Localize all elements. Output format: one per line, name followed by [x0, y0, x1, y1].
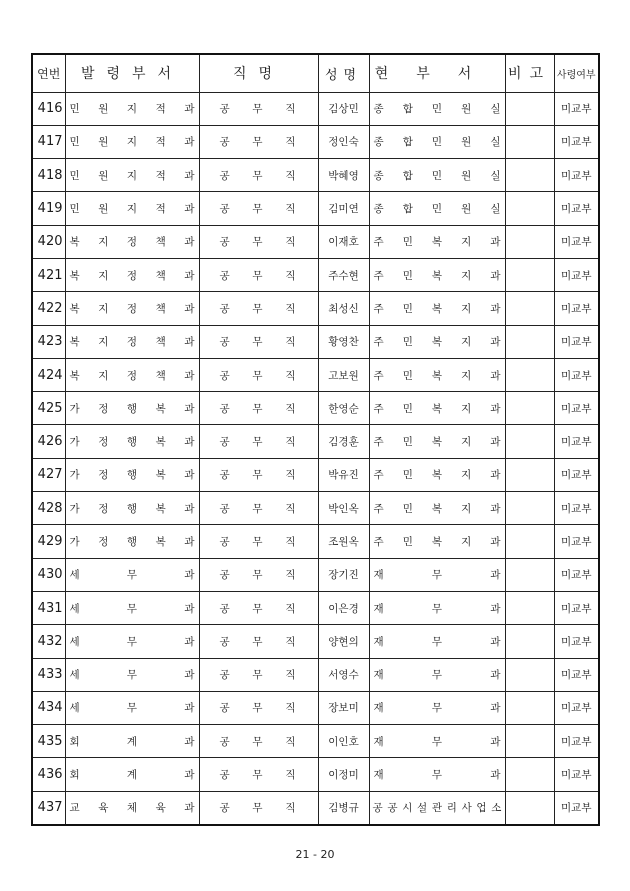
position-cell-text: 공 무 직 — [219, 769, 296, 782]
position-cell — [199, 458, 318, 491]
row-number: 418 — [32, 159, 65, 192]
issuing-dept-cell — [65, 225, 199, 258]
issuing-dept-cell — [65, 192, 199, 225]
current-dept-cell — [369, 658, 505, 691]
current-dept-cell — [369, 425, 505, 458]
position-cell-text: 공 무 직 — [219, 602, 296, 615]
position-cell-text: 공 무 직 — [219, 369, 296, 382]
header-name: 성명 — [318, 54, 369, 92]
issuing-dept-cell — [65, 258, 199, 291]
confirmation-status-cell: 미교부 — [554, 225, 599, 258]
confirmation-status-cell: 미교부 — [554, 691, 599, 724]
row-number: 421 — [32, 258, 65, 291]
position-cell-text: 공 무 직 — [219, 436, 296, 449]
current-dept-cell — [369, 525, 505, 558]
issuing-dept-cell — [65, 125, 199, 158]
row-number: 419 — [32, 192, 65, 225]
issuing-dept-cell-text: 가 정 행 복 과 — [69, 436, 195, 449]
position-cell — [199, 125, 318, 158]
current-dept-cell — [369, 492, 505, 525]
name-cell: 서영수 — [318, 658, 369, 691]
position-cell — [199, 492, 318, 525]
current-dept-cell-text: 종 합 민 원 실 — [373, 203, 501, 216]
current-dept-cell — [369, 92, 505, 125]
issuing-dept-cell — [65, 492, 199, 525]
issuing-dept-cell-text: 복 지 정 책 과 — [69, 302, 195, 315]
row-number: 430 — [32, 558, 65, 591]
issuing-dept-cell — [65, 358, 199, 391]
position-cell — [199, 525, 318, 558]
row-number: 423 — [32, 325, 65, 358]
current-dept-cell — [369, 192, 505, 225]
name-cell: 장보미 — [318, 691, 369, 724]
confirmation-status-cell: 미교부 — [554, 325, 599, 358]
row-number: 435 — [32, 725, 65, 758]
table-row — [32, 425, 599, 458]
issuing-dept-cell — [65, 725, 199, 758]
position-cell-text: 공 무 직 — [219, 269, 296, 282]
issuing-dept-cell-text: 민 원 지 적 과 — [69, 103, 195, 116]
current-dept-cell — [369, 791, 505, 824]
current-dept-cell-text: 재 무 과 — [373, 669, 501, 682]
issuing-dept-cell — [65, 591, 199, 624]
position-cell — [199, 425, 318, 458]
name-cell: 박혜영 — [318, 159, 369, 192]
remarks-cell — [505, 558, 554, 591]
remarks-cell — [505, 691, 554, 724]
header-issuing-dept: 발령부서 — [65, 54, 199, 92]
issuing-dept-cell — [65, 292, 199, 325]
current-dept-cell — [369, 691, 505, 724]
confirmation-status-cell: 미교부 — [554, 159, 599, 192]
position-cell — [199, 625, 318, 658]
issuing-dept-cell — [65, 791, 199, 824]
name-cell: 이재호 — [318, 225, 369, 258]
current-dept-cell — [369, 392, 505, 425]
issuing-dept-cell — [65, 425, 199, 458]
current-dept-cell-text: 주 민 복 지 과 — [373, 236, 501, 249]
appointment-table-container — [31, 53, 600, 826]
current-dept-cell — [369, 225, 505, 258]
table-row — [32, 125, 599, 158]
remarks-cell — [505, 125, 554, 158]
position-cell-text: 공 무 직 — [219, 103, 296, 116]
current-dept-cell — [369, 125, 505, 158]
current-dept-cell — [369, 758, 505, 791]
header-current-dept: 현부서 — [369, 54, 505, 92]
position-cell-text: 공 무 직 — [219, 336, 296, 349]
current-dept-cell-text: 주 민 복 지 과 — [373, 536, 501, 548]
issuing-dept-cell — [65, 458, 199, 491]
confirmation-status-cell: 미교부 — [554, 458, 599, 491]
position-cell-text: 공 무 직 — [219, 702, 296, 715]
confirmation-status-cell: 미교부 — [554, 125, 599, 158]
position-cell-text: 공 무 직 — [219, 236, 296, 249]
remarks-cell — [505, 92, 554, 125]
table-row — [32, 791, 599, 824]
current-dept-cell — [369, 725, 505, 758]
confirmation-status-cell: 미교부 — [554, 525, 599, 558]
confirmation-status-cell: 미교부 — [554, 725, 599, 758]
position-cell — [199, 758, 318, 791]
position-cell — [199, 292, 318, 325]
confirmation-status-cell: 미교부 — [554, 658, 599, 691]
table-row — [32, 392, 599, 425]
row-number: 424 — [32, 358, 65, 391]
appointment-table — [31, 53, 600, 826]
confirmation-status-cell: 미교부 — [554, 425, 599, 458]
current-dept-cell-text: 주 민 복 지 과 — [373, 336, 501, 349]
table-row — [32, 558, 599, 591]
issuing-dept-cell-text: 세 무 과 — [69, 602, 195, 615]
table-row — [32, 325, 599, 358]
issuing-dept-cell-text: 가 정 행 복 과 — [69, 402, 195, 415]
name-cell: 양현의 — [318, 625, 369, 658]
confirmation-status-cell: 미교부 — [554, 791, 599, 824]
table-row — [32, 725, 599, 758]
issuing-dept-cell-text: 세 무 과 — [69, 635, 195, 648]
position-cell-text: 공 무 직 — [219, 802, 296, 815]
issuing-dept-cell-text: 민 원 지 적 과 — [69, 169, 195, 182]
position-cell — [199, 325, 318, 358]
position-cell-text: 공 무 직 — [219, 136, 296, 149]
table-row — [32, 591, 599, 624]
position-cell — [199, 358, 318, 391]
name-cell: 주수현 — [318, 258, 369, 291]
header-confirmation: 사령여부 — [554, 54, 599, 92]
remarks-cell — [505, 192, 554, 225]
position-cell-text: 공 무 직 — [219, 302, 296, 315]
issuing-dept-cell-text: 복 지 정 책 과 — [69, 336, 195, 349]
issuing-dept-cell — [65, 558, 199, 591]
current-dept-cell-text: 재 무 과 — [373, 602, 501, 615]
position-cell — [199, 658, 318, 691]
table-row — [32, 758, 599, 791]
issuing-dept-cell-text: 회 계 과 — [69, 769, 195, 782]
name-cell: 조원옥 — [318, 525, 369, 558]
current-dept-cell-text: 주 민 복 지 과 — [373, 436, 501, 449]
row-number: 425 — [32, 392, 65, 425]
current-dept-cell-text: 주 민 복 지 과 — [373, 302, 501, 315]
remarks-cell — [505, 258, 554, 291]
position-cell — [199, 225, 318, 258]
current-dept-cell-text: 주 민 복 지 과 — [373, 402, 501, 415]
row-number: 433 — [32, 658, 65, 691]
remarks-cell — [505, 591, 554, 624]
name-cell: 이은경 — [318, 591, 369, 624]
table-row — [32, 358, 599, 391]
position-cell-text: 공 무 직 — [219, 669, 296, 682]
current-dept-cell — [369, 159, 505, 192]
name-cell: 이인호 — [318, 725, 369, 758]
current-dept-cell-text: 주 민 복 지 과 — [373, 502, 501, 515]
current-dept-cell-text: 재 무 과 — [373, 569, 501, 582]
table-row — [32, 625, 599, 658]
remarks-cell — [505, 159, 554, 192]
position-cell — [199, 392, 318, 425]
confirmation-status-cell: 미교부 — [554, 558, 599, 591]
remarks-cell — [505, 358, 554, 391]
table-row — [32, 658, 599, 691]
current-dept-cell — [369, 558, 505, 591]
row-number: 420 — [32, 225, 65, 258]
issuing-dept-cell-text: 세 무 과 — [69, 669, 195, 682]
confirmation-status-cell: 미교부 — [554, 358, 599, 391]
current-dept-cell-text: 재 무 과 — [373, 769, 501, 782]
table-row — [32, 525, 599, 558]
issuing-dept-cell-text: 회 계 과 — [69, 735, 195, 748]
issuing-dept-cell-text: 복 지 정 책 과 — [69, 236, 195, 249]
issuing-dept-cell-text: 가 정 행 복 과 — [69, 502, 195, 515]
name-cell: 한영순 — [318, 392, 369, 425]
current-dept-cell-text: 재 무 과 — [373, 735, 501, 748]
current-dept-cell — [369, 358, 505, 391]
confirmation-status-cell: 미교부 — [554, 192, 599, 225]
current-dept-cell — [369, 258, 505, 291]
name-cell: 이정미 — [318, 758, 369, 791]
confirmation-status-cell: 미교부 — [554, 758, 599, 791]
table-row — [32, 192, 599, 225]
issuing-dept-cell-text: 세 무 과 — [69, 569, 195, 582]
issuing-dept-cell — [65, 159, 199, 192]
position-cell-text: 공 무 직 — [219, 203, 296, 216]
issuing-dept-cell — [65, 392, 199, 425]
name-cell: 최성신 — [318, 292, 369, 325]
position-cell-text: 공 무 직 — [219, 169, 296, 182]
position-cell — [199, 258, 318, 291]
confirmation-status-cell: 미교부 — [554, 625, 599, 658]
current-dept-cell — [369, 292, 505, 325]
name-cell: 박인옥 — [318, 492, 369, 525]
name-cell: 정인숙 — [318, 125, 369, 158]
table-row — [32, 159, 599, 192]
current-dept-cell-text: 종 합 민 원 실 — [373, 136, 501, 149]
issuing-dept-cell-text: 세 무 과 — [69, 702, 195, 715]
current-dept-cell-text: 종 합 민 원 실 — [373, 103, 501, 116]
name-cell: 김병규 — [318, 791, 369, 824]
header-position: 직명 — [199, 54, 318, 92]
current-dept-cell-text: 주 민 복 지 과 — [373, 269, 501, 282]
issuing-dept-cell — [65, 625, 199, 658]
remarks-cell — [505, 758, 554, 791]
position-cell — [199, 791, 318, 824]
position-cell-text: 공 무 직 — [219, 502, 296, 515]
confirmation-status-cell: 미교부 — [554, 392, 599, 425]
header-row — [32, 54, 599, 92]
position-cell — [199, 725, 318, 758]
issuing-dept-cell — [65, 325, 199, 358]
position-cell-text: 공 무 직 — [219, 635, 296, 648]
current-dept-cell-text: 주 민 복 지 과 — [373, 469, 501, 482]
table-row — [32, 292, 599, 325]
remarks-cell — [505, 458, 554, 491]
confirmation-status-cell: 미교부 — [554, 258, 599, 291]
remarks-cell — [505, 292, 554, 325]
confirmation-status-cell: 미교부 — [554, 591, 599, 624]
name-cell: 장기진 — [318, 558, 369, 591]
name-cell: 김미연 — [318, 192, 369, 225]
current-dept-cell-text: 재 무 과 — [373, 702, 501, 715]
issuing-dept-cell — [65, 92, 199, 125]
table-row — [32, 492, 599, 525]
issuing-dept-cell — [65, 758, 199, 791]
current-dept-cell-text: 재 무 과 — [373, 635, 501, 648]
issuing-dept-cell — [65, 525, 199, 558]
position-cell — [199, 192, 318, 225]
remarks-cell — [505, 525, 554, 558]
issuing-dept-cell — [65, 691, 199, 724]
remarks-cell — [505, 492, 554, 525]
row-number: 437 — [32, 791, 65, 824]
name-cell: 박유진 — [318, 458, 369, 491]
name-cell: 김상민 — [318, 92, 369, 125]
table-row — [32, 225, 599, 258]
current-dept-cell-text: 주 민 복 지 과 — [373, 369, 501, 382]
current-dept-cell — [369, 325, 505, 358]
remarks-cell — [505, 791, 554, 824]
row-number: 431 — [32, 591, 65, 624]
remarks-cell — [505, 425, 554, 458]
position-cell — [199, 558, 318, 591]
row-number: 436 — [32, 758, 65, 791]
table-body — [32, 92, 599, 825]
issuing-dept-cell-text: 가 정 행 복 과 — [69, 536, 195, 548]
issuing-dept-cell-text: 민 원 지 적 과 — [69, 136, 195, 149]
header-no: 연번 — [32, 54, 65, 92]
current-dept-cell — [369, 458, 505, 491]
issuing-dept-cell-text: 복 지 정 책 과 — [69, 369, 195, 382]
row-number: 427 — [32, 458, 65, 491]
row-number: 428 — [32, 492, 65, 525]
page-number: 21 - 20 — [295, 848, 335, 861]
position-cell — [199, 92, 318, 125]
table-row — [32, 691, 599, 724]
current-dept-cell-text: 종 합 민 원 실 — [373, 169, 501, 182]
remarks-cell — [505, 625, 554, 658]
table-row — [32, 258, 599, 291]
row-number: 422 — [32, 292, 65, 325]
confirmation-status-cell: 미교부 — [554, 292, 599, 325]
name-cell: 황영찬 — [318, 325, 369, 358]
position-cell-text: 공 무 직 — [219, 402, 296, 415]
current-dept-cell — [369, 625, 505, 658]
position-cell-text: 공 무 직 — [219, 735, 296, 748]
current-dept-cell-text: 공 공 시 설 관 리 사 업 소 — [372, 802, 502, 815]
row-number: 434 — [32, 691, 65, 724]
row-number: 426 — [32, 425, 65, 458]
remarks-cell — [505, 658, 554, 691]
issuing-dept-cell — [65, 658, 199, 691]
remarks-cell — [505, 725, 554, 758]
position-cell — [199, 159, 318, 192]
position-cell — [199, 691, 318, 724]
current-dept-cell — [369, 591, 505, 624]
issuing-dept-cell-text: 복 지 정 책 과 — [69, 269, 195, 282]
name-cell: 김경훈 — [318, 425, 369, 458]
issuing-dept-cell-text: 민 원 지 적 과 — [69, 203, 195, 216]
name-cell: 고보원 — [318, 358, 369, 391]
position-cell-text: 공 무 직 — [219, 469, 296, 482]
position-cell-text: 공 무 직 — [219, 536, 296, 548]
table-row — [32, 92, 599, 125]
position-cell-text: 공 무 직 — [219, 569, 296, 582]
issuing-dept-cell-text: 가 정 행 복 과 — [69, 469, 195, 482]
position-cell — [199, 591, 318, 624]
row-number: 416 — [32, 92, 65, 125]
header-remarks: 비고 — [505, 54, 554, 92]
issuing-dept-cell-text: 교 육 체 육 과 — [69, 802, 195, 815]
row-number: 429 — [32, 525, 65, 558]
remarks-cell — [505, 325, 554, 358]
row-number: 417 — [32, 125, 65, 158]
confirmation-status-cell: 미교부 — [554, 92, 599, 125]
remarks-cell — [505, 392, 554, 425]
table-row — [32, 458, 599, 491]
confirmation-status-cell: 미교부 — [554, 492, 599, 525]
row-number: 432 — [32, 625, 65, 658]
remarks-cell — [505, 225, 554, 258]
